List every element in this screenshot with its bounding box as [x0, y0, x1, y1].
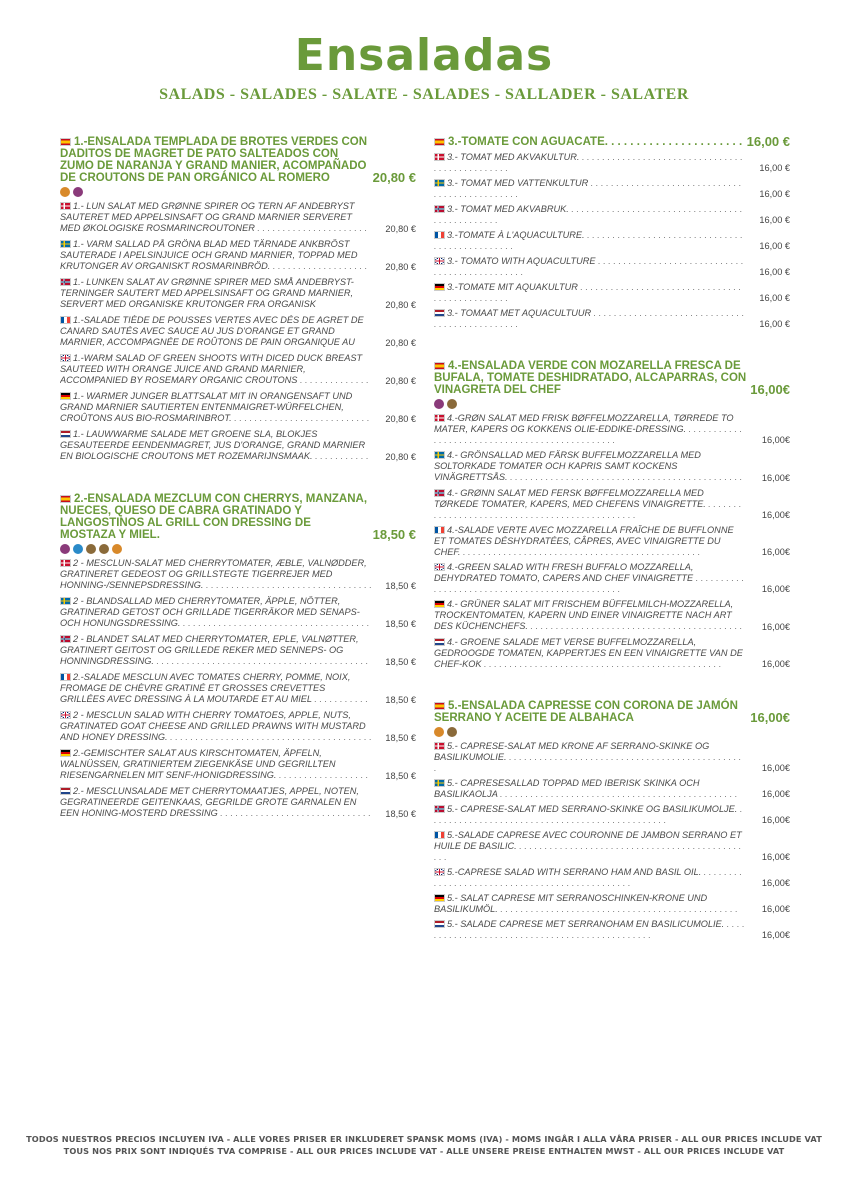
translation-price: 16,00 €	[759, 267, 790, 277]
price-leader: . . . . . . . . . . . . . . . . . . . . . . . . . . . . . . . . . . . . . . . . . . . . . . .	[434, 178, 742, 199]
price-leader	[605, 136, 743, 148]
se-flag-icon	[60, 597, 71, 605]
translation-row	[434, 152, 790, 174]
de-flag-icon	[434, 283, 445, 291]
allergen-brown-icon	[99, 544, 109, 554]
dish-price: 16,00 €	[746, 134, 790, 149]
translation-text: 2.-GEMISCHTER SALAT AUS KIRSCHTOMATEN, ÄPFELN, WALNÜSSEN, GRATINIERTEM ZIEGENKÄSE UND GEGRILLTEN RIESENGARNELEN MIT SENF-/HONIGDRESSING.	[60, 748, 336, 780]
nl-flag-icon	[60, 430, 71, 438]
translation-price: 16,00 €	[759, 215, 790, 225]
price-leader: . . . . . . . . . . . . . . . . . . . . . . . . . . . . . . . . . . . . . . . . . . . . . . .	[497, 904, 738, 914]
translation-price: 16,00€	[761, 510, 790, 520]
translation-price: 16,00 €	[759, 163, 790, 173]
dish-heading	[434, 360, 790, 396]
translation-price: 20,80 €	[385, 414, 416, 424]
translation-text: 1.- VARM SALLAD PÅ GRÖNA BLAD MED TÄRNADE ANKBRÖST SAUTERADE I APELSINJUICE OCH GRAND MARNIER, TOPPAD MED KRUTONGER AV ORGANISKT ROSMARINBRÖD.	[60, 239, 358, 271]
de-flag-icon	[60, 749, 71, 757]
translation-price: 16,00 €	[759, 319, 790, 329]
translation-row	[434, 867, 790, 889]
no-flag-icon	[434, 805, 445, 813]
translation-text: 3.- TOMATO WITH AQUACULTURE	[447, 256, 596, 266]
translation-price: 16,00€	[761, 904, 790, 914]
allergen-blue-icon	[73, 544, 83, 554]
price-leader: . . . . . . . . . . . . . . . . . .	[279, 770, 369, 780]
dish-heading	[60, 493, 416, 541]
fr-flag-icon	[434, 231, 445, 239]
price-leader: . . . . . . . . . . . . . . . . . . . . . . . . . . . . . . . . . . . . . . . . . . . . . . .	[434, 256, 744, 277]
spain-flag-icon	[60, 138, 71, 146]
price-leader: . . . . . . . . . . . . . . . . . . . . . . . . . . . . . . . . . . . . . . . . . . . . . . .	[460, 547, 701, 557]
translation-price: 20,80 €	[385, 300, 416, 310]
spain-flag-icon	[434, 138, 445, 146]
translation-text: 4.-GRØN SALAT MED FRISK BØFFELMOZZARELLA, TØRREDE TO MATER, KAPERS OG KOKKENS OLIE-EDDIKE-DRESSING.	[434, 413, 734, 434]
se-flag-icon	[434, 779, 445, 787]
price-leader: . . . . . . . . . . . . . . . . . . . . . . . . . . . . . . . . . . . . . . . . . . . . . . .	[434, 308, 745, 329]
dish-name: 2.-ENSALADA MEZCLUM CON CHERRYS, MANZANA, NUECES, QUESO DE CABRA GRATINADO Y LANGOSTINOS AL GRILL CON DRESSING DE MOSTAZA Y MIEL.	[60, 493, 368, 541]
translation-text: 1.- LAUWWARME SALADE MET GROENE SLA, BLOKJES GESAUTEERDE EENDENMAGRET, JUS D'ORANGE, GRAND MARNIER EN BIOLOGISCHE CROUTONS MET ROZEMARIJNSMAAK.	[60, 429, 366, 461]
translation-text: 2 - MESCLUN-SALAT MED CHERRYTOMATER, ÆBLE, VALNØDDER, GRATINERET GEDEOST OG GRILLSTEGTE TIGERREJER MED HONNING-/SENNEPSDRESSING.	[60, 558, 367, 590]
gb-flag-icon	[60, 711, 71, 719]
translation-text: 5.- CAPRESE-SALAT MED SERRANO-SKINKE OG BASILIKUMOLJE.	[447, 804, 738, 814]
dish-section	[434, 700, 790, 941]
translation-price: 16,00 €	[759, 241, 790, 251]
translation-text: 5.- CAPRESE-SALAT MED KRONE AF SERRANO-SKINKE OG BASILIKUMOLIE.	[434, 741, 710, 762]
translation-row	[60, 429, 416, 463]
translation-row	[60, 596, 416, 630]
translation-row	[60, 391, 416, 425]
no-flag-icon	[60, 278, 71, 286]
translation-text: 2 - MESCLUN SALAD WITH CHERRY TOMATOES, APPLE, NUTS, GRATINATED GOAT CHEESE AND GRILLED PRAWNS WITH MUSTARD AND HONEY DRESSING.	[60, 710, 366, 742]
translation-row	[434, 308, 790, 330]
price-leader: . . . . . . . . . . . . . . . . . . . . . . . . . . . . . . . . . . . . . . . . . . . . . . .	[481, 659, 722, 669]
dish-section	[60, 136, 416, 463]
price-leader: . . . . . . . . . . . . . . . . . . . . . . . . . . . . . . . . . . . . . . . . . . . . . .	[510, 472, 743, 482]
translation-price: 16,00€	[761, 435, 790, 445]
translation-price: 20,80 €	[385, 338, 416, 348]
translation-row	[60, 277, 416, 311]
translation-price: 20,80 €	[385, 452, 416, 462]
translation-price: 18,50 €	[385, 809, 416, 819]
dish-heading	[434, 700, 790, 724]
gb-flag-icon	[60, 354, 71, 362]
price-leader: . . . . . . . . . . . . . . . . . . . . . . . . . . . . . . . . . . . . . . . .	[170, 732, 372, 742]
translation-price: 16,00€	[761, 622, 790, 632]
gb-flag-icon	[434, 257, 445, 265]
de-flag-icon	[434, 600, 445, 608]
translation-text: 1.- WARMER JUNGER BLATTSALAT MIT IN ORANGENSAFT UND GRAND MARNIER SAUTIERTEN ENTENMAIGRET-WÜRFELCHEN, CROÛTONS AUS BIO-ROSMARINBROT.	[60, 391, 353, 423]
spain-flag-icon	[434, 362, 445, 370]
dish-section	[60, 493, 416, 820]
price-leader: . . . . . . . . . . . . . . . . . . . . . . . . . . . . . . . . . . . . . . . . . . . . . . .	[434, 841, 742, 862]
price-leader: . . . . . . . . . . . . . . . . . . . . . . . . . . . . . . . . . . . . . . . . . . . . . . .	[434, 204, 743, 225]
translation-row	[60, 672, 416, 706]
dk-flag-icon	[434, 153, 445, 161]
allergen-icons	[60, 544, 416, 554]
translation-row	[60, 558, 416, 592]
price-leader: . . . . . . . . . . . . . . . . . . . . . . . . . . . . . . . . . . . . . . . . . . . . . . .	[434, 282, 742, 303]
translation-price: 20,80 €	[385, 376, 416, 386]
de-flag-icon	[60, 392, 71, 400]
dish-price: 18,50 €	[372, 527, 416, 542]
translation-row	[434, 178, 790, 200]
no-flag-icon	[60, 635, 71, 643]
price-leader: . . . . . . . . . . . . . . . . . . . . . . . . . . . . . . . . . . . . . . . . . . . . . . .	[434, 499, 742, 520]
price-leader: . . . . . . . . . . . . . . . . . . . . . . . . . . .	[234, 413, 370, 423]
price-leader: . . . . . . . . . . . . . . . . . . . . . . . . . . . . . . . . . . . . . . . . . . . . . . .	[434, 752, 742, 773]
translation-row	[60, 201, 416, 235]
fr-flag-icon	[434, 526, 445, 534]
dish-section	[434, 360, 790, 670]
translation-row	[60, 634, 416, 668]
price-leader: . . . . . . . . . . . . . . . . . . . . . . . . . . . . . . . . . . . . . . . . . . . . . . .	[434, 573, 745, 594]
se-flag-icon	[60, 240, 71, 248]
translation-row	[60, 239, 416, 273]
se-flag-icon	[434, 179, 445, 187]
price-leader: . . . . . . . . . . . . . . . . . . . . . . . . . . . . . . . . .	[206, 580, 372, 590]
dk-flag-icon	[60, 559, 71, 567]
dish-price: 20,80 €	[372, 170, 416, 185]
price-leader: . . . . . . . . . . . . . .	[299, 375, 369, 385]
translation-text: 1.-SALADE TIÈDE DE POUSSES VERTES AVEC DÉS DE AGRET DE CANARD SAUTÉS AVEC SAUCE AU JUS D'ORANGE ET GRAND MARNIER, ACCOMPAGNÉE DE ROÛTONS DE PAIN ORGANIQUE AU	[60, 315, 364, 347]
translation-row	[434, 204, 790, 226]
dish-name: 4.-ENSALADA VERDE CON MOZARELLA FRESCA DE BUFALA, TOMATE DESHIDRATADO, ALCAPARRAS, CON VINAGRETA DEL CHEF	[434, 360, 747, 396]
allergen-orange-icon	[60, 187, 70, 197]
dk-flag-icon	[60, 202, 71, 210]
translation-text: 5.- SALAT CAPRESE MIT SERRANOSCHINKEN-KRONE UND BASILIKUMÖL.	[434, 893, 708, 914]
translation-text: 2 - BLANDET SALAT MED CHERRYTOMATER, EPLE, VALNØTTER, GRATINERT GEITOST OG GRILLEDE REKER MED SENNEPS- OG HONNINGDRESSING.	[60, 634, 359, 666]
price-leader: . . . . . . . . . . . . . . . . . . . . . . . . . . . . . . . . . . . . . . . . . . . . . . .	[434, 804, 743, 825]
vat-footer	[0, 1133, 848, 1157]
translation-price: 18,50 €	[385, 695, 416, 705]
translation-price: 18,50 €	[385, 619, 416, 629]
translation-row	[434, 413, 790, 446]
price-leader: . . . . . . . . . . . . . . . . . . .	[272, 261, 368, 271]
translation-text: 2 - BLANDSALLAD MED CHERRYTOMATER, ÄPPLE, NÖTTER, GRATINERAD GETOST OCH GRILLADE TIGERRÄKOR MED SENAPS- OCH HONUNGSDRESSING.	[60, 596, 360, 628]
translation-price: 16,00€	[761, 659, 790, 669]
price-leader	[106, 348, 346, 349]
translation-price: 20,80 €	[385, 262, 416, 272]
translation-row	[434, 804, 790, 826]
translation-text: 4.- GRÖNSALLAD MED FÄRSK BUFFELMOZZARELLA MED SOLTORKADE TOMATER OCH KAPRIS SAMT KOCKENS VINÄGRETTSÅS.	[434, 450, 701, 482]
translation-text: 1.- LUNKEN SALAT AV GRØNNE SPIRER MED SMÅ ANDEBRYST-TERNINGER SAUTERT MED APPELSINSAFT OG GRAND MARNIER, SERVERT MED ORGANISKE KRUTONGER FRA ORGANISK	[60, 277, 354, 309]
price-leader: . . . . . . . . . . . . . . . . . . . . . . . . . . . . . . . . . . . . . . . . . . . . . . .	[497, 789, 738, 799]
translation-price: 20,80 €	[385, 224, 416, 234]
price-leader: . . . . . . . . . . . . . . . . . . . . . . . . . . . . . . . . . . . . . . . . . .	[156, 656, 369, 666]
translation-price: 18,50 €	[385, 581, 416, 591]
translation-row	[60, 353, 416, 387]
dk-flag-icon	[434, 414, 445, 422]
nl-flag-icon	[434, 920, 445, 928]
allergen-purple-icon	[60, 544, 70, 554]
price-leader: . . . . . . . . . . . . . . . . . . . . . .	[257, 223, 368, 233]
allergen-purple-icon	[434, 399, 444, 409]
translation-row	[60, 786, 416, 820]
price-leader: . . . . . . . . . . . . . . . . . . . . . . . . . . . . . . . . . . . . . . . . . . . . . . .	[434, 424, 743, 445]
translation-text: 4.- GROENE SALADE MET VERSE BUFFELMOZZARELLA, GEDROOGDE TOMATEN, KAPPERTJES EN EEN VINAIGRETTE VAN DE CHEF-KOK	[434, 637, 743, 669]
translation-price: 16,00€	[761, 473, 790, 483]
de-flag-icon	[434, 894, 445, 902]
dish-heading	[60, 136, 416, 184]
page-subtitle: SALADS - SALADES - SALATE - SALADES - SALLADER - SALATER	[159, 86, 689, 103]
translation-row	[434, 562, 790, 595]
translation-text: 5.-SALADE CAPRESE AVEC COURONNE DE JAMBON SERRANO ET HUILE DE BASILIC.	[434, 830, 742, 851]
translation-text: 4.- GRØNN SALAT MED FERSK BØFFELMOZZARELLA MED TØRKEDE TOMATER, KAPERS, MED CHEFENS VINAIGRETTE.	[434, 488, 706, 509]
fr-flag-icon	[60, 316, 71, 324]
translation-row	[434, 919, 790, 941]
allergen-orange-icon	[112, 544, 122, 554]
translation-price: 16,00€	[761, 852, 790, 862]
translation-row	[434, 450, 790, 484]
price-leader: . . . . . . . . . . . . . . . . . . . . . . . . . . . . . . . . . . . . . . . . . .	[530, 621, 743, 631]
translation-price: 16,00€	[761, 789, 790, 799]
translation-row	[434, 599, 790, 633]
dish-price: 16,00€	[750, 382, 790, 397]
dish-name: 1.-ENSALADA TEMPLADA DE BROTES VERDES CON DADITOS DE MAGRET DE PATO SALTEADOS CON ZUMO DE NARANJA Y GRAND MANIER, ACOMPAÑADO DE CROUTONS DE PAN ORGÁNICO AL ROMERO	[60, 136, 368, 184]
dk-flag-icon	[434, 742, 445, 750]
translation-text: 4.-GREEN SALAD WITH FRESH BUFFALO MOZZARELLA, DEHYDRATED TOMATO, CAPERS AND CHEF VINAIGRETTE	[434, 562, 694, 583]
spain-flag-icon	[434, 702, 445, 710]
allergen-icons	[60, 187, 416, 197]
translation-row	[434, 778, 790, 800]
gb-flag-icon	[434, 868, 445, 876]
translation-price: 16,00€	[761, 815, 790, 825]
price-leader: . . . . . . . . . . . . . . . . . . . . . . . . . . . . . . . . . . . . . . . . . . . . . . .	[434, 867, 743, 888]
translation-price: 16,00 €	[759, 293, 790, 303]
translation-text: 3.- TOMAT MED AKVABRUK.	[447, 204, 569, 214]
translation-text: 5.- SALADE CAPRESE MET SERRANOHAM EN BASILICUMOLIE.	[447, 919, 725, 929]
translation-text: 4.- GRÜNER SALAT MIT FRISCHEM BÜFFELMILCH-MOZZARELLA, TROCKENTOMATEN, KAPERN UND EINER VINAIGRETTE NACH ART DES KÜCHENCHEFS.	[434, 599, 734, 631]
footer-line-2: TOUS NOS PRIX SONT INDIQUÉS TVA COMPRISE - ALL OUR PRICES INCLUDE VAT - ALLE UNSERE PREISE ENTHALTEN MWST - ALL OUR PRICES INCLUDE VAT	[63, 1146, 785, 1156]
page-title: Ensaladas	[294, 30, 554, 81]
translation-price: 16,00€	[761, 763, 790, 773]
translation-price: 16,00 €	[759, 189, 790, 199]
allergen-brown-icon	[447, 727, 457, 737]
allergen-purple-icon	[73, 187, 83, 197]
fr-flag-icon	[434, 831, 445, 839]
translation-text: 4.-SALADE VERTE AVEC MOZZARELLA FRAÎCHE DE BUFFLONNE ET TOMATES DÉSHYDRATÉES, CÂPRES, AVEC VINAIGRETTE DU CHEF.	[434, 525, 734, 557]
spain-flag-icon	[60, 495, 71, 503]
translation-text: 1.- LUN SALAT MED GRØNNE SPIRER OG TERN AF ANDEBRYST SAUTERET MED APPELSINSAFT OG GRAND MARNIER SERVERET MED ØKOLOGISKE ROSMARINCROUTONER	[60, 201, 355, 233]
translation-price: 18,50 €	[385, 771, 416, 781]
nl-flag-icon	[434, 638, 445, 646]
dish-heading	[434, 136, 790, 148]
translation-text: 3.- TOMAAT MET AQUACULTUUR	[447, 308, 592, 318]
translation-text: 3.- TOMAT MED VATTENKULTUR	[447, 178, 589, 188]
dish-section	[434, 136, 790, 330]
translation-row	[60, 315, 416, 349]
price-leader: . . . . . . . . . . . . . . . . . . . . . . . . . . . . . . . . . . . . . . . . . . . . . . .	[434, 230, 743, 251]
footer-line-1: TODOS NUESTROS PRECIOS INCLUYEN IVA - ALLE VORES PRISER ER INKLUDERET SPANSK MOMS (IVA) - MOMS INGÅR I ALLA VÅRA PRISER - ALL OUR PRICES INCLUDE VAT	[26, 1134, 822, 1144]
translation-price: 16,00€	[761, 930, 790, 940]
translation-row	[60, 710, 416, 744]
translation-price: 18,50 €	[385, 733, 416, 743]
translation-text: 2.- MESCLUNSALADE MET CHERRYTOMAATJES, APPEL, NOTEN, GEGRATINEERDE GEITENKAAS, GEGRILDE GROTE GARNALEN EN EEN HONING-MOSTERD DRESSING	[60, 786, 359, 818]
translation-row	[434, 282, 790, 304]
translation-text: 3.-TOMATE MIT AQUAKULTUR	[447, 282, 578, 292]
translation-row	[434, 741, 790, 774]
translation-row	[434, 893, 790, 915]
translation-row	[60, 748, 416, 782]
translation-row	[434, 230, 790, 252]
allergen-icons	[434, 727, 790, 737]
price-leader: . . . . . . . . . . . . . . . . . . . . . . . . . . . . . .	[220, 808, 371, 818]
translation-row	[434, 830, 790, 863]
nl-flag-icon	[434, 309, 445, 317]
translation-price: 18,50 €	[385, 657, 416, 667]
fr-flag-icon	[60, 673, 71, 681]
translation-row	[434, 525, 790, 558]
dish-price: 16,00€	[750, 710, 790, 725]
price-leader: . . . . . . . . . . .	[314, 694, 369, 704]
right-column	[434, 136, 790, 957]
allergen-icons	[434, 399, 790, 409]
translation-row	[434, 488, 790, 521]
translation-price: 16,00€	[761, 547, 790, 557]
price-leader: . . . . . . . . . . . . . . . . . . . . . . . . . . . . . . . . . . . . .	[183, 618, 370, 628]
no-flag-icon	[434, 489, 445, 497]
translation-text: 5.- CAPRESESALLAD TOPPAD MED IBERISK SKINKA OCH BASILIKAOLJA	[434, 778, 700, 799]
allergen-brown-icon	[86, 544, 96, 554]
price-leader: . . . . . . . . . . . . . . . . . . . . . . . . . . . . . . . . . . . . . . . . . . . . . . .	[434, 919, 745, 940]
gb-flag-icon	[434, 563, 445, 571]
allergen-brown-icon	[447, 399, 457, 409]
translation-text: 3.-TOMATE À L'AQUACULTURE.	[447, 230, 585, 240]
translation-price: 16,00€	[761, 878, 790, 888]
no-flag-icon	[434, 205, 445, 213]
translation-row	[434, 256, 790, 278]
translation-text: 1.-WARM SALAD OF GREEN SHOOTS WITH DICED DUCK BREAST SAUTEED WITH ORANGE JUICE AND GRAND MARNIER, ACCOMPANIED BY ROSEMARY ORGANIC CROUTONS	[60, 353, 363, 385]
dish-name: 5.-ENSALADA CAPRESSE CON CORONA DE JAMÓN SERRANO Y ACEITE DE ALBAHACA	[434, 700, 738, 724]
translation-text: 3.- TOMAT MED AKVAKULTUR.	[447, 152, 580, 162]
price-leader: . . . . . . . . . . . . . . . . . . . . . . . . . . . . . . . . . . . . . . . . . . . . . . .	[434, 152, 743, 173]
translation-price: 16,00€	[761, 584, 790, 594]
left-column	[60, 136, 416, 836]
translation-text: 5.-CAPRESE SALAD WITH SERRANO HAM AND BASIL OIL.	[447, 867, 702, 877]
se-flag-icon	[434, 451, 445, 459]
price-leader: . . . . . . . . . . .	[315, 451, 369, 461]
translation-row	[434, 637, 790, 670]
dish-name: 3.-TOMATE CON AGUACATE	[448, 136, 605, 148]
allergen-orange-icon	[434, 727, 444, 737]
nl-flag-icon	[60, 787, 71, 795]
translation-text: 2.-SALADE MESCLUN AVEC TOMATES CHERRY, POMME, NOIX, FROMAGE DE CHÈVRE GRATINÉ ET GROSSES CREVETTES GRILLÉES AVEC DRESSING À LA MOUTARDE ET AU MIEL	[60, 672, 351, 704]
